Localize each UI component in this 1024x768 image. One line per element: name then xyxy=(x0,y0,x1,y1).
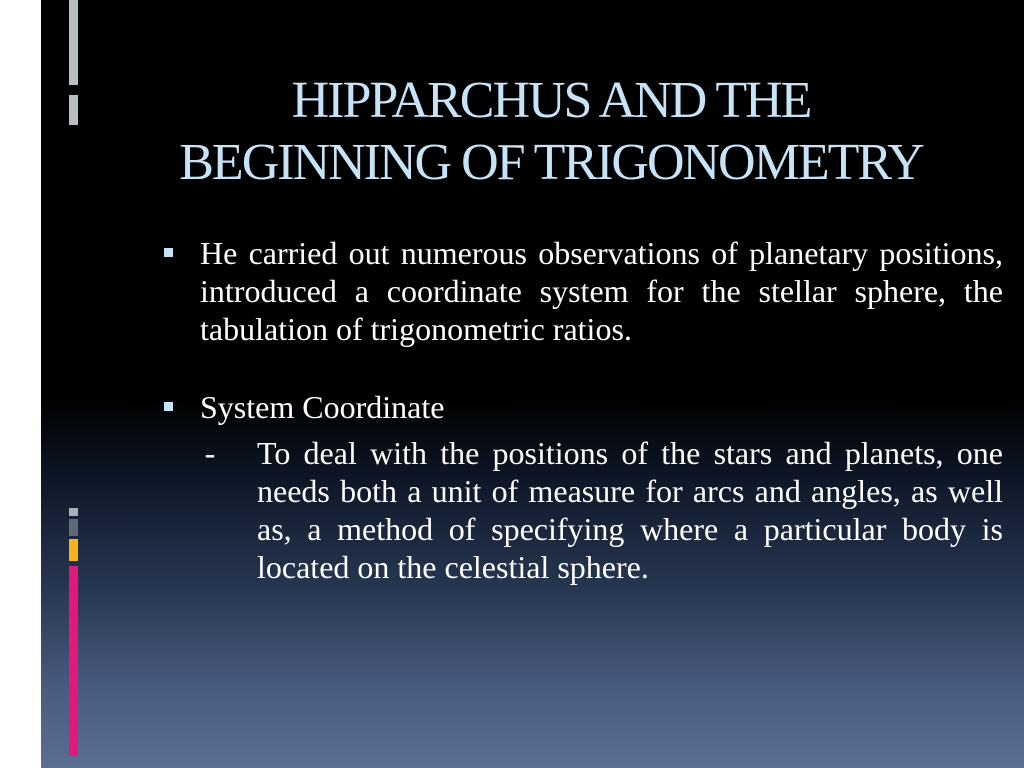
dash-marker: - xyxy=(204,435,216,471)
decorative-strip xyxy=(69,95,78,125)
slide-body xyxy=(159,234,1003,586)
slide-title-line-1: HIPPARCHUS AND THE xyxy=(291,72,811,129)
bullet-item xyxy=(159,388,1003,586)
slide-title xyxy=(111,70,991,194)
decorative-strip xyxy=(69,519,78,536)
sub-bullet-item xyxy=(200,434,1003,586)
bullet-text: He carried out numerous observations of planetary positions, introduced a coordinate system for the stellar sphere, the tabulation of trigonometric ratios. xyxy=(200,235,1003,347)
slide-title-line-2: BEGINNING OF TRIGONOMETRY xyxy=(179,134,923,191)
square-bullet-icon xyxy=(164,402,173,411)
slide xyxy=(41,0,1024,768)
decorative-strip xyxy=(69,508,78,516)
decorative-strip xyxy=(69,566,78,756)
square-bullet-icon xyxy=(164,248,173,257)
bullet-text: System Coordinate xyxy=(200,389,445,425)
decorative-strip xyxy=(69,0,78,85)
bullet-item xyxy=(159,234,1003,348)
sub-bullet-text: To deal with the positions of the stars and planets, one needs both a unit of measure for arcs and angles, as well as, a method of specifying where a particular body is located on the celestial sphere. xyxy=(257,435,1003,585)
decorative-strip xyxy=(69,539,78,561)
